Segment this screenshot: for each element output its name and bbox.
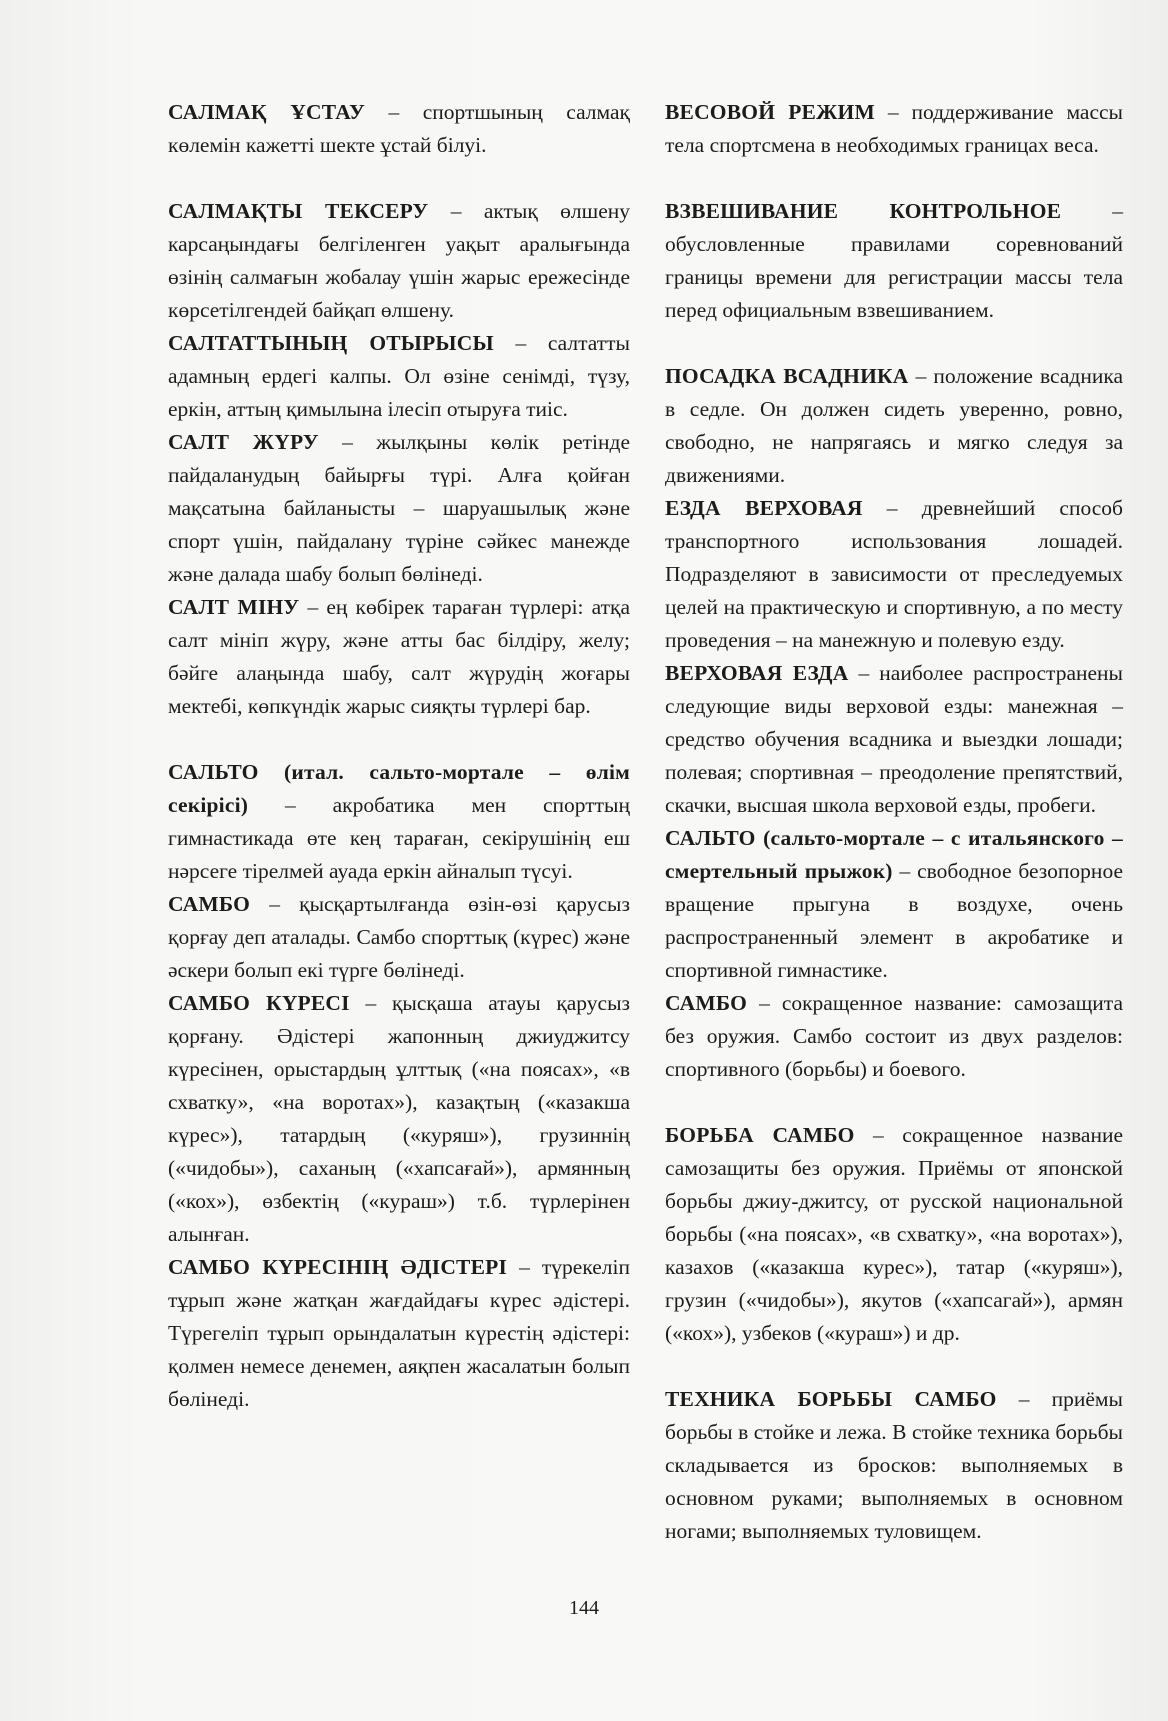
entry-text: – древнейший способ транспортного использования лошадей. Подразделяют в зависимости от преследуемых целей на практическую и спортивную, а по месту проведения – на манежную и полевую езду. (665, 496, 1123, 652)
entry-salto-kz (168, 756, 630, 888)
entry-term: ВЗВЕШИВАНИЕ КОНТРОЛЬНОЕ (665, 199, 1062, 223)
entry-vzveshivanie (665, 195, 1123, 327)
entry-term: САМБО КҮРЕСІ (168, 991, 350, 1015)
entry-sambo-kuresi (168, 987, 630, 1251)
entry-sambo-ru (665, 987, 1123, 1086)
entry-text: – поддерживание массы тела спортсмена в необходимых границах веса. (665, 100, 1123, 157)
entry-term: САЛЬТО (сальто-мортале – с итальянского – смертельный прыжок) (665, 826, 1123, 883)
entry-sambo-kz (168, 888, 630, 987)
entry-borba-sambo (665, 1119, 1123, 1350)
entry-text: – қысқартылғанда өзін-өзі қарусыз қорғау деп аталады. Самбо спорттық (күрес) және әскери болып екі түрге бөлінеді. (168, 892, 630, 982)
entry-vesovoy-rezhim (665, 96, 1123, 162)
entry-term: САМБО (665, 991, 748, 1015)
entry-text: – ең көбірек тараған түрлері: атқа салт мініп жүру, және атты бас білдіру, желу; бәйге алаңында шабу, салт жүрудің жоғары мектебі, көпкүндік жарыс сияқты түрлері бар. (168, 595, 630, 718)
entry-ezda-verkhovaya (665, 492, 1123, 657)
entry-term: САМБО КҮРЕСІНІҢ ӘДІСТЕРІ (168, 1255, 508, 1279)
entry-text: – приёмы борьбы в стойке и лежа. В стойке техника борьбы складывается из бросков: выполняемых в основном руками; выполняемых в основном ногами; выполняемых туловищем. (665, 1387, 1123, 1543)
entry-verkhovaya-ezda (665, 657, 1123, 822)
entry-term: ВЕСОВОЙ РЕЖИМ (665, 100, 875, 124)
entry-text: – акробатика мен спорттың гимнастикада өте кең тараған, секірушінің еш нәрсеге тірелмей ауада еркін айналып түсуі. (168, 793, 630, 883)
entry-salmakty-tekseru (168, 195, 630, 327)
entry-text: – жылқыны көлік ретінде пайдаланудың байырғы түрі. Алға қойған мақсатына байланысты – шаруашылық және спорт үшін, пайдалану түріне сәйкес манежде және далада шабу болып бөлінеді. (168, 430, 630, 586)
entry-salt-minu (168, 591, 630, 723)
entry-term: САЛТАТТЫНЫҢ ОТЫРЫСЫ (168, 331, 494, 355)
entry-text: – түрекеліп тұрып және жатқан жағдайдағы күрес әдістері. Түрегеліп тұрып орындалатын күрестің әдістері: қолмен немесе денемен, аяқпен жасалатын болып бөлінеді. (168, 1255, 630, 1411)
entry-text: – сокращенное название самозащиты без оружия. Приёмы от японской борьбы джиу-джитсу, от русской национальной борьбы («на поясах», «в схватку», «на воротах»), казахов («казакша курес»), татар («куряш»), грузин («чидобы»), якутов («хапсагай»), армян («кох»), узбеков («кураш») и др. (665, 1123, 1124, 1345)
entry-saltattynyn-otyrysy (168, 327, 630, 426)
left-column (168, 96, 630, 1416)
entry-term: САЛТ МІНУ (168, 595, 300, 619)
entry-term: ЕЗДА ВЕРХОВАЯ (665, 496, 863, 520)
entry-sambo-kuresinin-adisteri (168, 1251, 630, 1416)
entry-term: САЛТ ЖҮРУ (168, 430, 319, 454)
entry-term: ВЕРХОВАЯ ЕЗДА (665, 661, 849, 685)
entry-term: САЛМАҚ ҰСТАУ (168, 100, 366, 124)
page-number: 144 (569, 1597, 599, 1619)
entry-salmak-ustau (168, 96, 630, 162)
entry-text: – салтатты адамның ердегі калпы. Ол өзіне сенімді, түзу, еркін, аттың қимылына ілесіп отыруға тиіс. (168, 331, 630, 421)
entry-text: – спортшының салмақ көлемін кажетті шекте ұстай білуі. (168, 100, 630, 157)
entry-term: ПОСАДКА ВСАДНИКА (665, 364, 909, 388)
entry-term: БОРЬБА САМБО (665, 1123, 855, 1147)
entry-text: – положение всадника в седле. Он должен сидеть уверенно, ровно, свободно, не напрягаясь и мягко следуя за движениями. (665, 364, 1123, 487)
entry-text: – обусловленные правилами соревнований границы времени для регистрации массы тела перед официальным взвешиванием. (665, 199, 1123, 322)
entry-text: – актық өлшену карсаңындағы белгіленген уақыт аралығында өзінің салмағын жобалау үшін жарыс ережесінде көрсетілгендей байқап өлшену. (168, 199, 630, 322)
entry-salto-ru (665, 822, 1123, 987)
entry-term: САЛМАҚТЫ ТЕКСЕРУ (168, 199, 429, 223)
entry-salt-zhuru (168, 426, 630, 591)
entry-text: – қысқаша атауы қарусыз қорғану. Әдістері жапонның джиуджитсу күресінен, орыстардың ұлттық («на поясах», «в схватку», «на воротах»), казақтың («казакша күрес»), татардың («куряш»), грузиннің («чидобы»), саханың («хапсағай»), армянның («кох»), өзбектің («кураш») т.б. түрлерінен алынған. (168, 991, 631, 1246)
entry-text: – наиболее распространены следующие виды верховой езды: манежная – средство обучения всадника и выездки лошади; полевая; спортивная – преодоление препятствий, скачки, высшая школа верховой езды, пробеги. (665, 661, 1123, 817)
entry-term: САМБО (168, 892, 251, 916)
entry-tekhnika-borby-sambo (665, 1383, 1123, 1548)
right-column (665, 96, 1123, 1548)
entry-posadka-vsadnika (665, 360, 1123, 492)
entry-text: – свободное безопорное вращение прыгуна в воздухе, очень распространенный элемент в акробатике и спортивной гимнастике. (665, 859, 1123, 982)
entry-text: – сокращенное название: самозащита без оружия. Самбо состоит из двух разделов: спортивного (борьбы) и боевого. (665, 991, 1123, 1081)
entry-term: ТЕХНИКА БОРЬБЫ САМБО (665, 1387, 997, 1411)
entry-term: САЛЬТО (итал. сальто-мортале – өлім секірісі) (168, 760, 630, 817)
